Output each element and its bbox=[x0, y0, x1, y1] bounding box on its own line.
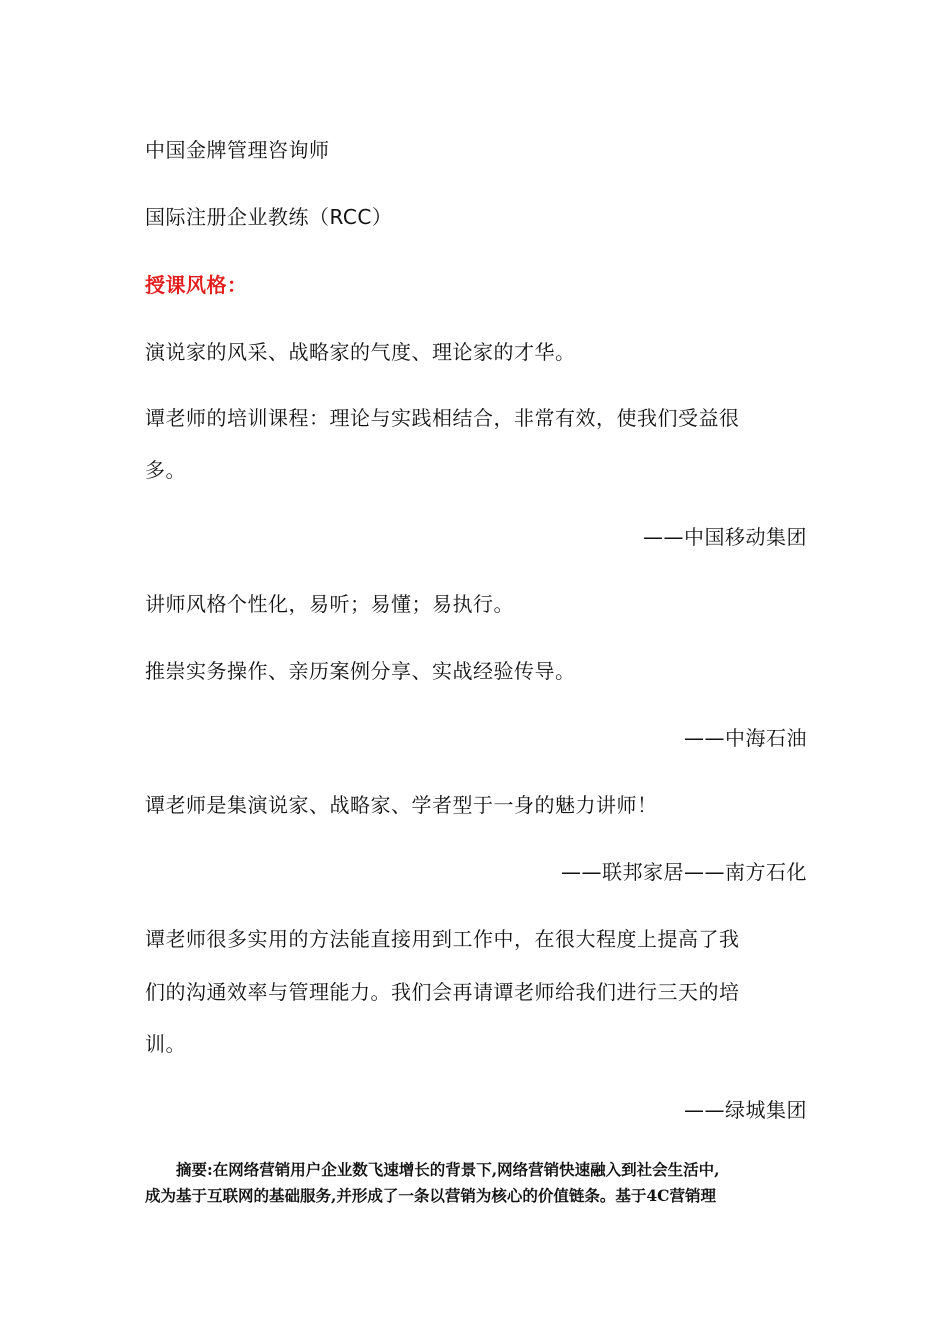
testimonial-4-line-2: 们的沟通效率与管理能力。我们会再请谭老师给我们进行三天的培 bbox=[145, 980, 740, 1004]
testimonial-4-line-3: 训。 bbox=[145, 1032, 186, 1056]
credential-rcc: 国际注册企业教练（RCC） bbox=[145, 205, 393, 229]
abstract-line-1: 摘要:在网络营销用户企业数飞速增长的背景下,网络营销快速融入到社会生活中, bbox=[145, 1160, 720, 1179]
testimonial-2-source: ——中海石油 bbox=[684, 726, 807, 750]
abstract-line-2: 成为基于互联网的基础服务,并形成了一条以营销为核心的价值链条。基于4C营销理 bbox=[145, 1186, 717, 1205]
section-heading-teaching-style: 授课风格： bbox=[145, 273, 248, 297]
testimonial-2-line-2: 推崇实务操作、亲历案例分享、实战经验传导。 bbox=[145, 659, 576, 683]
testimonial-4-line-1: 谭老师很多实用的方法能直接用到工作中，在很大程度上提高了我 bbox=[145, 927, 740, 951]
testimonial-2-line-1: 讲师风格个性化，易听；易懂；易执行。 bbox=[145, 592, 514, 616]
testimonial-1-line-1: 谭老师的培训课程：理论与实践相结合，非常有效，使我们受益很 bbox=[145, 406, 740, 430]
testimonial-3-source: ——联邦家居——南方石化 bbox=[561, 860, 807, 884]
testimonial-1-source: ——中国移动集团 bbox=[643, 525, 807, 549]
testimonial-4-source: ——绿城集团 bbox=[684, 1098, 807, 1122]
credential-gold-consultant: 中国金牌管理咨询师 bbox=[145, 138, 330, 162]
testimonial-1-line-2: 多。 bbox=[145, 458, 186, 482]
testimonial-3-line-1: 谭老师是集演说家、战略家、学者型于一身的魅力讲师！ bbox=[145, 793, 658, 817]
intro-text: 演说家的风采、战略家的气度、理论家的才华。 bbox=[145, 340, 576, 364]
